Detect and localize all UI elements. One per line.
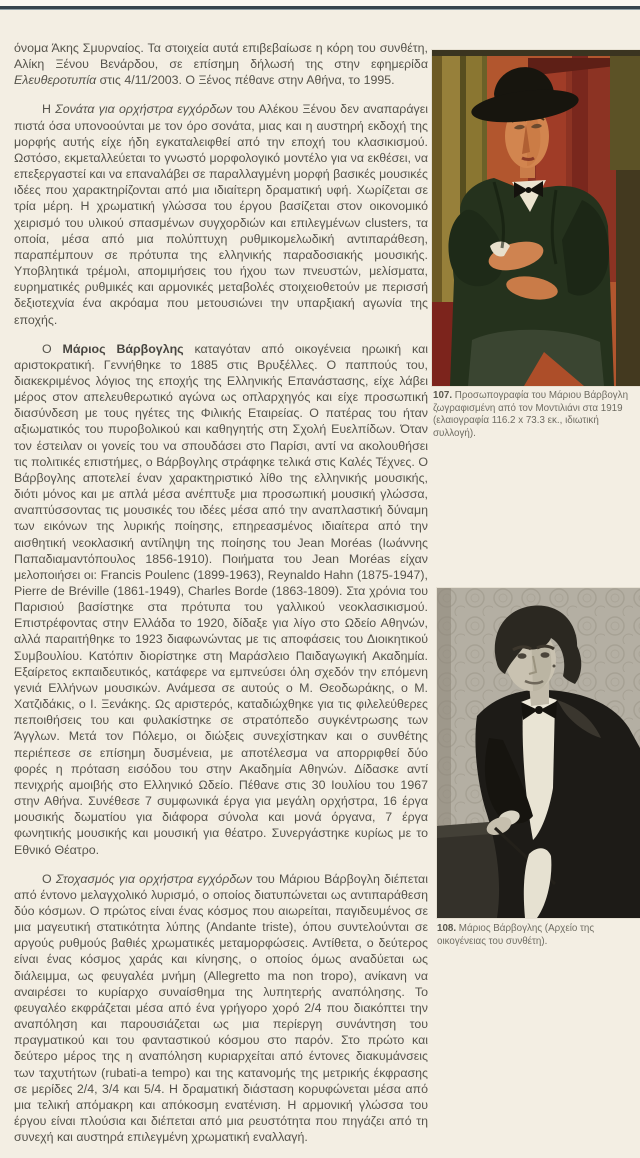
text-segment: Ελευθεροτυπία — [14, 73, 97, 88]
figure-photo-varvoglis — [437, 588, 640, 918]
text-segment: Ο — [42, 341, 63, 356]
paragraph — [14, 871, 428, 1146]
text-segment: Σονάτα για ορχήστρα εγχόρδων — [55, 102, 233, 117]
text-segment: Στοχασμός για ορχήστρα εγχόρδων — [55, 871, 253, 886]
text-segment: του Μάριου Βάρβογλη διέπεται από έντονο μελαγχολικό λυρισμό, ο οποίος διατυπώνεται ως αντιπαράθεση δύο κόσμων. Ο πρώτος είναι ένας κόσμος που αιωρείται, παγιδευμένος σε μια μαγευτική στατικότητα λύπης (Andante triste), όπου συντελούνται σε αργούς ρυθμούς βαθιές χρωματικές μεταμορφώσεις. Αντίθετα, ο δεύτερος είναι ένας κόσμος χαράς και κίνησης, ο οποίος όμως αναδύεται ως διάλειμμα, ως φευγαλέα μνήμη (Allegretto ma non tropo), ανίκανη να αναιρέσει το κυρίαρχο συναίσθημα της λυπητερής αναπόλησης. Το φευγαλέο εκφράζεται μέσα από ένα γρήγορο χορό 2/4 που διακόπτει την αναπόληση και παρουσιάζεται ως μια περίεργη συνάντηση του πραγματικού και του φανταστικού κόσμου στο παρόν. Στο πρώτο και δεύτερο μέρος της η αναπόληση κυριαρχείται από έντονες διακυμάνσεις των ταχυτήτων (rubati-a tempo) και της κατανομής της μετρικής έκφρασης σε μερίδες 2/4, 3/4 και 5/4. Η δραματική διάσταση κορυφώνεται μέσα από μια τελική απόμακρη και απόκοσμη ενατένιση. Η αρμονική γλώσσα του έργου είναι πλούσια και διέπεται από μια ρευστότητα που πηγάζει από τη συνεχή και αυστηρά επιλεγμένη χρωματική εναλλαγή. — [14, 871, 428, 1145]
text-segment: Η — [42, 102, 56, 117]
figure-modigliani-portrait — [432, 50, 640, 386]
varvoglis-photo-image — [437, 588, 640, 918]
text-segment: όνομα Άκης Σμυρναίος. Τα στοιχεία αυτά επιβεβαίωσε η κόρη του συνθέτη, Αλίκη Ξένου Βενάρδου, σε επίσημη δήλωσή της στην εφημερίδα — [14, 41, 428, 72]
figure-108-caption-text: Μάριος Βάρβογλης (Αρχείο της οικογένειας του συνθέτη). — [437, 923, 595, 947]
paragraph — [14, 101, 428, 327]
paragraph — [14, 341, 428, 858]
text-segment: στις 4/11/2003. Ο Ξένος πέθανε στην Αθήνα, το 1995. — [96, 73, 395, 88]
figure-108-caption-number: 108. — [437, 923, 457, 934]
text-segment: Ο — [42, 871, 56, 886]
article-text — [14, 40, 428, 1158]
page-top-rule — [0, 6, 640, 10]
figure-108-caption — [437, 923, 635, 948]
paragraph — [14, 40, 428, 88]
text-segment: Μάριος Βάρβογλης — [62, 341, 184, 356]
modigliani-portrait-image — [432, 50, 640, 386]
text-segment: καταγόταν από οικογένεια ηρωική και αριστοκρατική. Γεννήθηκε το 1885 στις Βρυξέλλες. Ο παππούς του, διακεκριμένος λόγιος της εποχής της Ελληνικής Επανάστασης, είχε λάβει μέρος στον απελευθερωτικό αγώνα ως οπλαρχηγός και είχε προσωπική διασύνδεση με τους ηγέτες της Φιλικής Εταιρείας. Ο πατέρας του ήταν αξιωματικός του πυροβολικού και καθηγητής στη Σχολή Ευελπίδων. Όταν τον έστειλαν οι γονείς του να σπουδάσει στο Παρίσι, αντί να ακολουθήσει τις πολιτικές επιστήμες, ο Βάρβογλης στράφηκε τελικά στις Καλές Τέχνες. Ο Βάρβογλης αποτελεί έναν χαρακτηριστικό λίθο της ελληνικής μουσικής, διότι μόνος και με απλά μέσα ανέπτυξε μια προσωπική μουσική γλώσσα, αναπτύσσοντας τις μουσικές του ιδέες μέσα από την αναπλαστική δύναμη των εικόνων της λυρικής ποίησης, επηρεασμένος ιδιαίτερα από την αισθητική νεοκλασική αντίληψη της ποίησης του Jean Moréas (Ιωάννης Παπαδιαμαντόπουλος 1856-1910). Ποιήματα του Jean Moréas είχαν μελοποιήσει οι: Francis Poulenc (1899-1963), Reynaldo Hahn (1875-1947), Pierre de Bréville (1861-1949), Charles Borde (1863-1809). Στα χρόνια του Παρισιού βασίστηκε στα πρότυπα του γαλλικού νεοκλασικισμού. Επιστρέφοντας στην Ελλάδα το 1920, δίδαξε για λίγο στο Ωδείο Αθηνών, αλλά παραιτήθηκε το 1923 διαφωνώντας με τις αποφάσεις του Διοικητικού Συμβουλίου. Κατόπιν διορίστηκε στη Μαράσλειο Παιδαγωγική Ακαδημία. Εξαίρετος εκπαιδευτικός, κατάφερε να εμπνεύσει όλη σχεδόν την επόμενη γενιά Ελλήνων μουσικών. Ανάμεσα σε αυτούς ο Μ. Θεοδωράκης, ο Μ. Χατζιδάκις, ο Ι. Ξενάκης. Ως αριστερός, καταδιώχθηκε για τις φιλελεύθερες πεποιθήσεις του και φυλακίστηκε σε στρατόπεδο συγκέντρωσης των Άγγλων. Μετά τον Πόλεμο, οι διώξεις συνεχίστηκαν και ο συνθέτης περιέπεσε σε επίσημη δυσμένεια, με αποτέλεσμα να απορριφθεί δύο φορές η πρόταση εισόδου του στην Ακαδημία Αθηνών. Δίδασκε αντί πενιχρής αμοιβής στο Ελληνικό Ωδείο. Πέθανε στις 30 Ιουλίου του 1967 στην Αθήνα. Συνέθεσε 7 συμφωνικά έργα για μεγάλη ορχήστρα, 16 έργα μουσικής δωματίου για διάφορα σύνολα και μονά όργανα, 7 έργα φωνητικής μουσικής και μουσική για θέατρο. Συνεργάστηκε κυρίως με το Εθνικό Θέατρο. — [14, 341, 428, 857]
figure-107-caption-text: Προσωπογραφία του Μάριου Βάρβογλη ζωγραφισμένη από τον Μοντιλιάνι στα 1919 (ελαιογραφία 116.2 x 73.3 εκ., ιδιωτική συλλογή). — [433, 390, 629, 439]
figure-107-caption — [433, 390, 635, 440]
text-segment: του Αλέκου Ξένου δεν αναπαράγει πιστά όσα υπονοούνται με τον όρο σονάτα, μιας και η αυστηρή εκδοχή της μορφής αυτής είχε ήδη εγκαταλειφθεί από την εποχή του κλασικισμού. Ωστόσο, εκμεταλλεύεται το γνωστό μορφολογικό μοντέλο για να εκθέσει, να επεξεργαστεί και να επαναλάβει σε παραλλαγμένη μορφή βασικές μουσικές ιδέες που χαρακτηρίζονται από μια ιδιαίτερη δραματική υφή. Χωρίζεται σε τρία μέρη. Η χρωματική γλώσσα του έργου βασίζεται στον οικονομικό χειρισμό του υλικού σπασμένων συγχορδιών και επιλεγμένων clusters, τα οποία, μέσα από μια πολύπτυχη ρυθμικομελωδική αντιπαράθεση, παραπέμπουν σε πρότυπα της ελληνικής παραδοσιακής μουσικής. Υποβλητικά τρέμολι, απομιμήσεις του ήχου των πνευστών, μελίσματα, ευρηματικές ρυθμικές και αρμονικές μεταβολές στοιχειοθετούν με περισσή δεξιοτεχνία ένα ακρόαμα που μετουσιώνει την υπαρξιακή αγωνία της εποχής. — [14, 102, 428, 327]
figure-107-caption-number: 107. — [433, 390, 453, 401]
